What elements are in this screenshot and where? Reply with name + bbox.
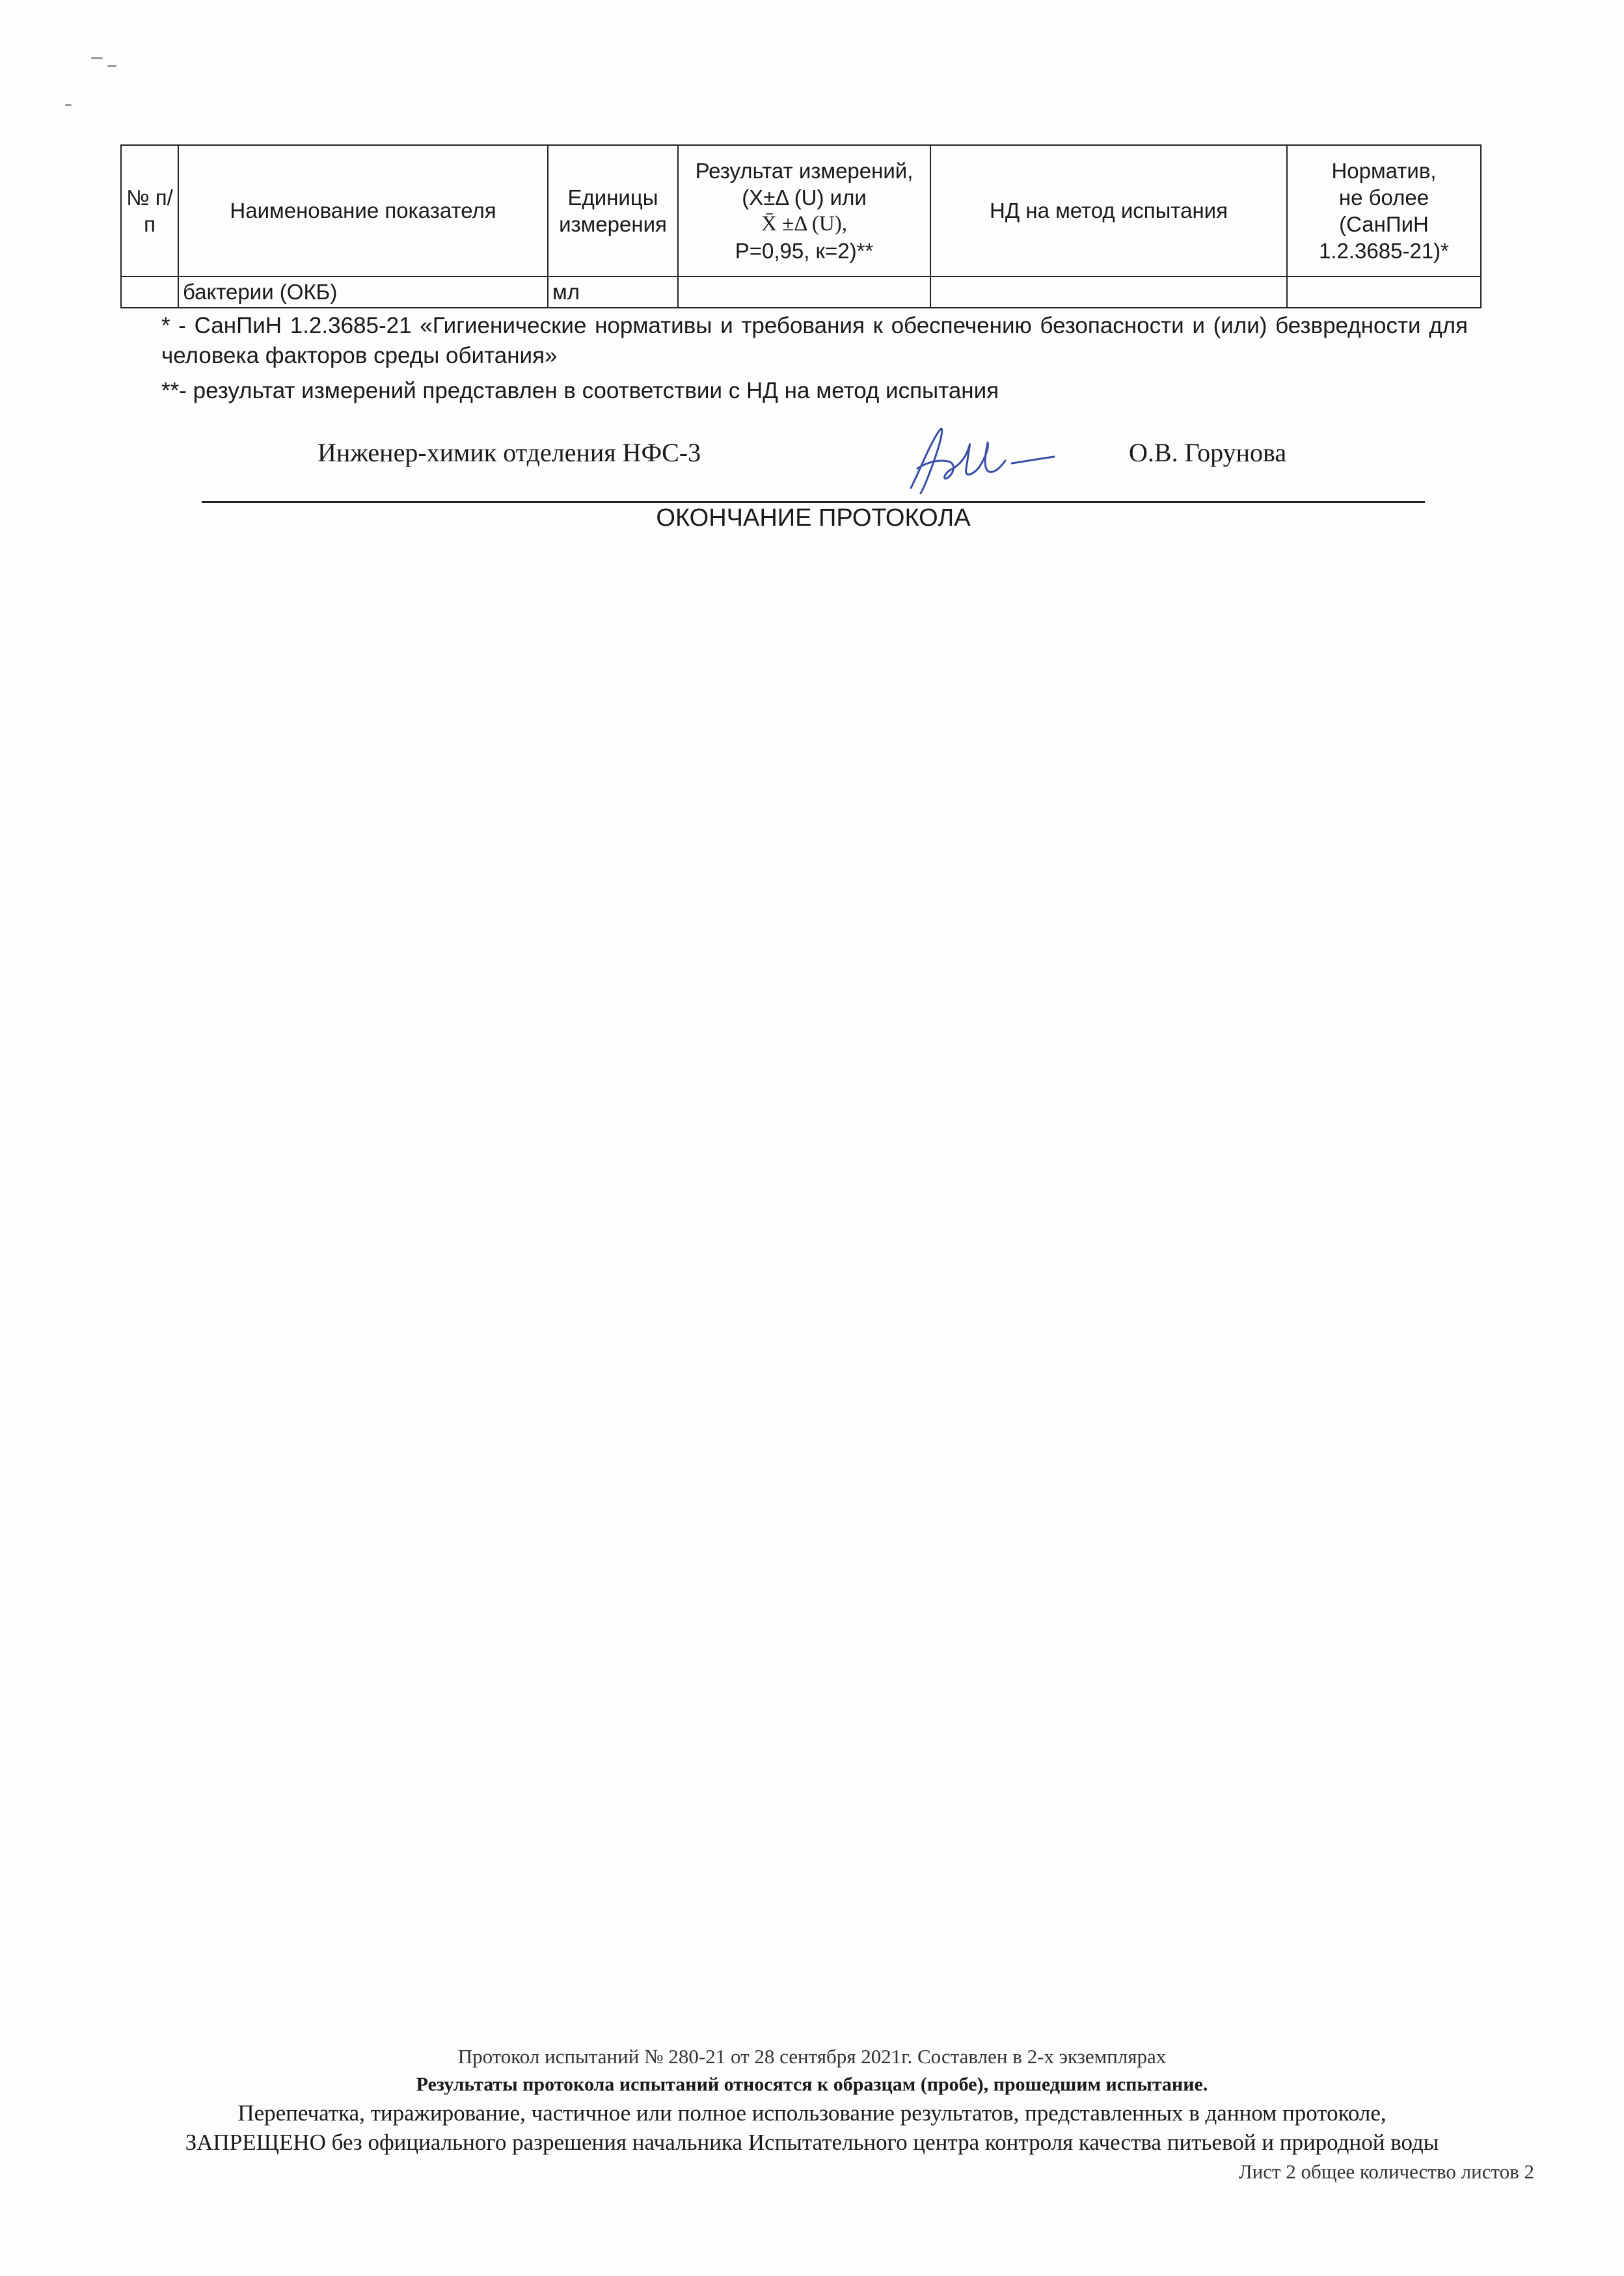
header-norm-line: не более [1338,185,1429,210]
header-method: НД на метод испытания [930,145,1287,277]
footnote-sanpin: * - СанПиН 1.2.3685-21 «Гигиенические нормативы и требования к обеспечению безопасности и (или) безвредности для человека факторов среды обитания» [161,313,1468,368]
signatory-position: Инженер-химик отделения НФС-3 [318,438,701,467]
scan-artifact [91,57,103,59]
header-norm-line: Норматив, [1331,158,1437,183]
footnote-method: **- результат измерений представлен в соответствии с НД на метод испытания [161,378,999,403]
cell-name: бактерии (ОКБ) [178,277,548,308]
footer-sheet-number: Лист 2 общее количество листов 2 [1238,2160,1534,2183]
footer-copyright-line: ЗАПРЕЩЕНО без официального разрешения начальника Испытательного центра контроля качества питьевой и природной воды [185,2130,1439,2155]
footer-results-note: Результаты протокола испытаний относятся к образцам (пробе), прошедшим испытание. [416,2074,1208,2095]
header-norm-line: (СанПиН [1339,212,1429,236]
results-table [120,144,1482,308]
cell-method [930,277,1287,308]
header-result [678,145,930,277]
divider-line [202,501,1425,503]
header-result-line: Р=0,95, к=2)** [735,239,874,264]
table-row [121,277,1481,308]
cell-num [121,277,178,308]
header-norm [1287,145,1481,277]
scan-artifact [107,65,116,67]
protocol-end-label: ОКОНЧАНИЕ ПРОТОКОЛА [656,504,971,532]
header-units: Единицы измерения [548,145,678,277]
cell-units: мл [548,277,678,308]
cell-result [678,277,930,308]
header-name: Наименование показателя [178,145,548,277]
header-result-line: Результат измерений, [695,158,914,183]
table-header-row [121,145,1481,277]
cell-norm [1287,277,1481,308]
header-result-line: X̄ ±Δ (U), [761,212,847,236]
signatory-name: О.В. Горунова [1129,438,1287,467]
handwritten-signature [891,416,1061,501]
footer-protocol-info: Протокол испытаний № 280-21 от 28 сентября 2021г. Составлен в 2-х экземплярах [457,2045,1167,2068]
header-norm-line: 1.2.3685-21)* [1319,239,1449,264]
scan-artifact [65,104,72,106]
header-result-line: (Х±Δ (U) или [742,185,867,210]
header-num: № п/п [121,145,178,277]
footer-copyright-line: Перепечатка, тиражирование, частичное или полное использование результатов, представленных в данном протоколе, [237,2100,1387,2126]
